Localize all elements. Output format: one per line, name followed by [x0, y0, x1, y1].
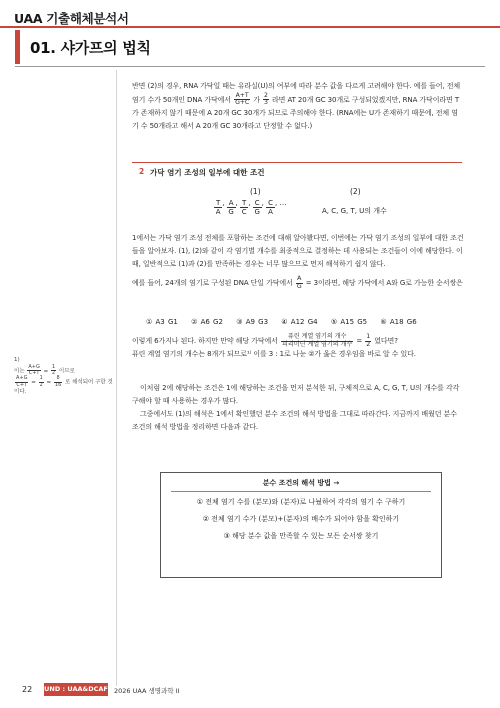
section-paragraph-6: 그중에서도 (1)의 해석은 1에서 확인했던 분수 조건의 해석 방법을 그대로 따라간다. 지금까지 배웠던 분수 조건의 해석 방법을 정리하면 다음과 같다.: [132, 410, 457, 431]
margin-divider: [116, 70, 117, 686]
choice-5: ⑤ A15 G5: [330, 318, 368, 326]
page-number: 22: [22, 685, 33, 694]
footer-badge: UND : UAA&DCAF: [44, 683, 108, 696]
summary-step-1: ① 전체 염기 수를 (분모)와 (분자)로 나눴하여 각각의 염기 수 구하기: [196, 498, 406, 506]
cond-frac-2: $\frac{A}{G}$: [228, 199, 234, 217]
cond-frac-4: $\frac{C}{G}$: [254, 199, 260, 217]
condition-2-text: A, C, G, T, U의 개수: [322, 207, 387, 215]
condition-1-label: (1): [250, 187, 261, 196]
section-paragraph-3: 이렇게 6가지나 된다. 하지만 만약 해당 가닥에서 $\frac{\text{퓨린 계열 염기의 개수}}{\text{피리미딘 계열 염기의 개수}}$ = $\frac{1}{2}$ 였다면? 퓨린 계열 염기의 개수는 8개가 되므로¹⁾ 이를 3 : 1로 나눈 ②가 옳은 경우임을 바로 알 수 있다.: [132, 333, 416, 358]
section-title: 가닥 염기 조성의 일부에 대한 조건: [150, 168, 265, 177]
header-title: UAA 기출해체분석서: [14, 11, 129, 26]
intro-paragraph: 반면 (2)의 경우, RNA 가닥일 때는 유라실(U)의 여부에 따라 분수 값을 다르게 고려해야 한다. 예를 들어, 전체 염기 수가 50개인 DNA 가닥에서 $\frac{A+T}{G+C}$ 가 $\frac{2}{3}$ 라면 AT 20개 GC 30개로 구성되었겠지만, RNA 가닥이라면 T가 존재하지 않기 때문에 A 20개 GC 30개가 되므로 주의해야 한다. (RNA에는 U가 존재하기 때문에, 전체 염기 수 50개라고 해서 A 20개 GC 30개라고 단정할 수 없다.): [132, 82, 461, 130]
chapter-accent-bar: [15, 30, 20, 64]
condition-1-fractions: $\frac{T}{A}$, $\frac{A}{G}$, $\frac{T}{C}$, $\frac{C}{G}$, $\frac{C}{A}$, …: [215, 199, 287, 217]
section-number: 2: [139, 167, 145, 176]
section-paragraph-2: 예를 들어, 24개의 염기로 구성된 DNA 단일 가닥에서 $\frac{A}{G}$ = 3이라면, 해당 가닥에서 A와 G로 가능한 순서쌍은: [132, 275, 463, 290]
fraction-a-g: $\frac{A}{G}$: [296, 275, 302, 290]
summary-step-2: ② 전체 염기 수가 (분모)+(분자)의 배수가 되어야 함을 확인하기: [202, 515, 400, 523]
summary-box-rule: [171, 491, 431, 492]
header-rule: [0, 26, 500, 28]
choice-4: ④ A12 G4: [281, 318, 318, 326]
summary-step-3: ③ 해당 분수 값을 만족할 수 있는 모든 순서쌍 찾기: [223, 532, 379, 540]
choice-6: ⑥ A18 G6: [380, 318, 417, 326]
section-paragraph-4: 퓨린 계열 염기의 개수는 8개가 되므로¹⁾ 이를 3 : 1로 나눈 ②가 옳은 경우임을 바로 알 수 있다.: [132, 350, 416, 358]
footer-book-title: 2026 UAA 생명과학 II: [114, 687, 180, 695]
ordered-pair-choices: [146, 318, 427, 326]
intro-text-2: 라면 AT 20개 GC 30개로 구성되었겠지만, RNA 가닥이라면 T가 존재하지 않기 때문에 A 20개 GC 30개가 되므로 주의해야 한다. (RNA에는 U가 존재하기 때문에, 전체 염기 수 50개라고 해서 A 20개 GC 30개라고 단정할 수 없다.): [132, 95, 459, 130]
section-paragraph-5: 이처럼 2에 해당하는 조건은 1에 해당하는 조건을 먼저 분석한 뒤, 구체적으로 A, C, G, T, U의 개수를 각각 구해야 할 때 사용하는 경우가 많다.: [132, 384, 460, 405]
condition-2-label: (2): [350, 187, 361, 196]
fraction-purine-pyrimidine: $\frac{\text{퓨린 계열 염기의 개수}}{\text{피리미딘 계열 염기의 개수}}$: [281, 333, 353, 348]
cond-frac-5: $\frac{C}{A}$: [268, 199, 274, 217]
cond-frac-1: $\frac{T}{A}$: [215, 199, 221, 217]
chapter-title: 01. 샤가프의 법칙: [30, 39, 151, 57]
fraction-one-half: $\frac{1}{2}$: [366, 333, 371, 348]
section-paragraph-1: 1에서는 가닥 염기 조성 전체를 포함하는 조건에 대해 알아봤다면, 이번에는 가닥 염기 조성의 일부에 대한 조건들을 알아보자. (1), (2)와 같이 각 염기별 개수를 최종적으로 결정하는 데 사용되는 조건들이 이에 해당한다. 이때, 일반적으로 (1)과 (2)를 만족하는 경우는 너무 많으므로 먼저 해석하기 쉽지 않다.: [132, 234, 464, 268]
chapter-rule: [15, 66, 485, 67]
summary-box-title: 분수 조건의 해석 방법 →: [262, 479, 340, 487]
section-rule: [132, 162, 462, 163]
choice-3: ③ A9 G3: [236, 318, 269, 326]
intro-text-1: 반면 (2)의 경우, RNA 가닥일 때는 유라실(U)의 여부에 따라 분수 값을 다르게 고려해야 한다. 예를 들어, 전체 염기 수가 50개인 DNA 가닥에서: [132, 82, 461, 104]
choice-2: ② A6 G2: [191, 318, 223, 326]
fraction-two-thirds: $\frac{2}{3}$: [264, 91, 268, 107]
sidenote: 1) 이는 $\frac{A+G}{C+T}$ = $\frac{1}{2}$ 이므로 $\frac{A+G}{C+T}$ = $\frac{1}{2}$ = $\frac{8}{16}$ 로 해석되어 구한 것이다.: [14, 357, 113, 395]
cond-frac-3: $\frac{T}{C}$: [241, 199, 247, 217]
summary-box: [160, 472, 442, 578]
choice-1: ① A3 G1: [146, 318, 178, 326]
sidenote-label: 1): [14, 357, 20, 363]
fraction-at-gc: $\frac{A+T}{G+C}$: [235, 91, 250, 107]
